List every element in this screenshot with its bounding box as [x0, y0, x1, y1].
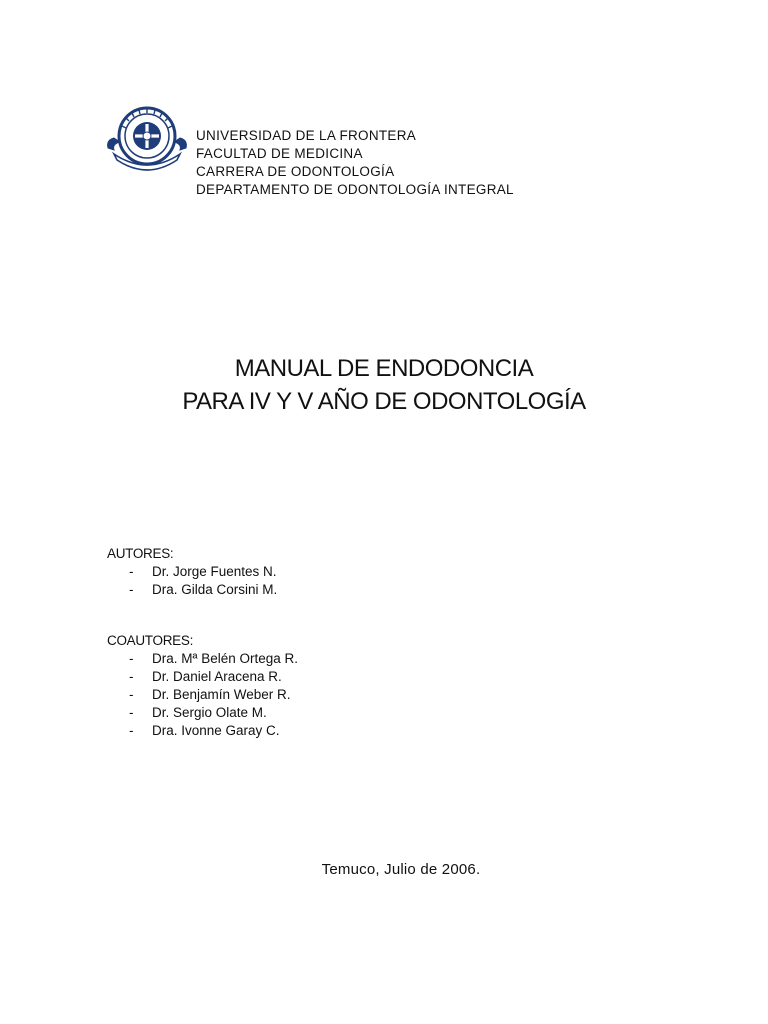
- faculty-name: FACULTAD DE MEDICINA: [196, 146, 363, 161]
- coauthor-item: [107, 704, 298, 722]
- authors-label: AUTORES:: [107, 546, 174, 561]
- list-dash: -: [129, 582, 134, 597]
- coauthor-name: Dra. Ivonne Garay C.: [152, 723, 280, 738]
- title-line-1: MANUAL DE ENDODONCIA: [234, 355, 534, 382]
- author-item: [107, 581, 277, 599]
- coauthor-name: Dr. Daniel Aracena R.: [152, 669, 282, 684]
- institution-header: [196, 127, 514, 199]
- title-line-2: PARA IV Y V AÑO DE ODONTOLOGÍA: [182, 388, 586, 415]
- list-dash: -: [129, 705, 134, 720]
- coauthor-item: [107, 722, 298, 740]
- coauthor-name: Dra. Mª Belén Ortega R.: [152, 651, 299, 666]
- coauthors-label: COAUTORES:: [107, 633, 194, 648]
- university-name: UNIVERSIDAD DE LA FRONTERA: [196, 128, 417, 143]
- list-dash: -: [129, 687, 134, 702]
- coauthor-name: Dr. Sergio Olate M.: [152, 705, 267, 720]
- coauthor-name: Dr. Benjamín Weber R.: [152, 687, 291, 702]
- author-name: Dr. Jorge Fuentes N.: [152, 564, 277, 579]
- coauthor-item: [107, 686, 298, 704]
- list-dash: -: [129, 669, 134, 684]
- coauthor-item: [107, 650, 298, 668]
- author-name: Dra. Gilda Corsini M.: [152, 582, 278, 597]
- program-name: CARRERA DE ODONTOLOGÍA: [196, 164, 395, 179]
- authors-section: [107, 545, 277, 599]
- place-and-date: Temuco, Julio de 2006.: [321, 861, 481, 878]
- list-dash: -: [129, 723, 134, 738]
- author-item: [107, 563, 277, 581]
- list-dash: -: [129, 651, 134, 666]
- coauthors-section: [107, 632, 298, 740]
- coauthor-item: [107, 668, 298, 686]
- department-name: DEPARTAMENTO DE ODONTOLOGÍA INTEGRAL: [196, 182, 514, 197]
- university-seal-icon: [104, 104, 190, 174]
- document-title: [0, 352, 768, 418]
- list-dash: -: [129, 564, 134, 579]
